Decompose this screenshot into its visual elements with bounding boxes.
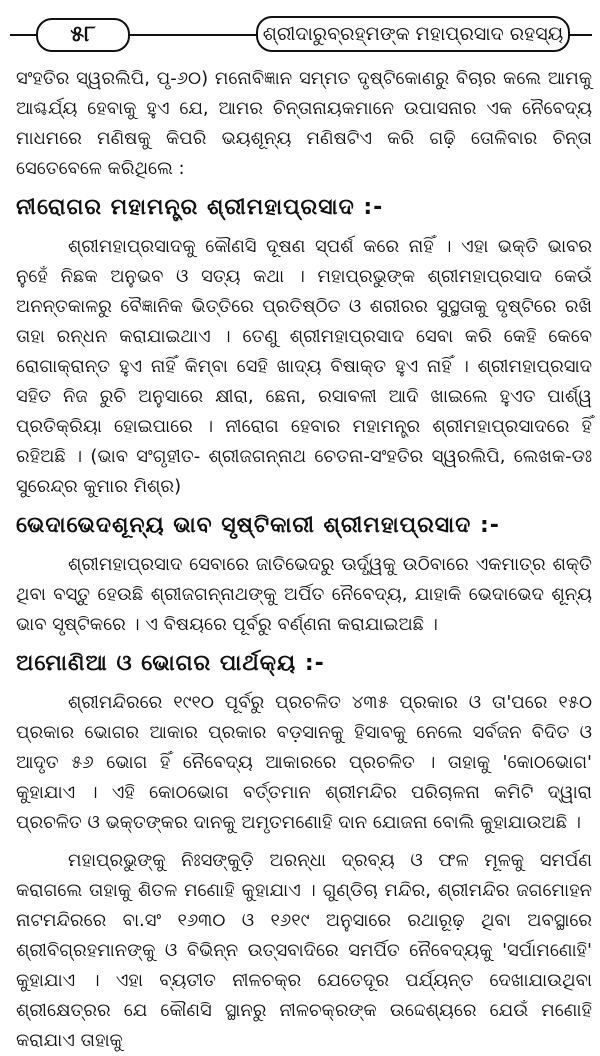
paragraph-gap [16, 838, 592, 846]
body-paragraph-3: ଶ୍ରୀମନ୍ଦିରରେ ୧୯୧୦ ପୂର୍ବରୁ ପ୍ରଚଳିତ ୪୩୫ ପ୍ରକାର ଓ ତା'ପରେ ୧୫୦ ପ୍ରକାର ଭୋଗର ଆକାର ପ୍ରକାର ବଡ଼ସାନକୁ ହିସାବକୁ ନେଲେ ସର୍ବଜନ ବିଦିତ ଓ ଆଦୃତ ୫୬ ଭୋଗ ହିଁ ନୈବେଦ୍ୟ ଆକାରରେ ପ୍ରଚଳିତ । ତାହାକୁ 'କୋଠଭୋଗ' କୁହାଯାଏ । ଏହି କୋଠଭୋଗ ବର୍ତ୍ତମାନ ଶ୍ରୀମନ୍ଦିର ପରିଚାଳନା କମିଟି ଦ୍ୱାରା ପ୍ରଚଳିତ ଓ ଭକ୍ତଙ୍କର ଦାନକୁ ଅମୃତମଣୋହି ଦାନ ଯୋଜନା ବୋଲି କୁହାଯାଉଅଛି । [16, 692, 592, 833]
section-heading-3: ଅମୋଣିଆ ଓ ଭୋଗର ପାର୍ଥକ୍ୟ :- [16, 651, 325, 676]
page-header [10, 8, 592, 48]
intro-paragraph: ସଂହତିର ସ୍ୱରଲିପି, ପୃ-୬୦) ମନୋବିଜ୍ଞାନ ସମ୍ମତ ଦୃଷ୍ଟିକୋଣରୁ ବିଚାର କଲେ ଆମକୁ ଆଶ୍ଚର୍ଯ୍ୟ ହେବାକୁ ହୁଏ ଯେ, ଆମର ଚିନ୍ତାନାୟକମାନେ ଉପାସନାର ଏକ ନୈବେଦ୍ୟ ମାଧମରେ ମଣିଷକୁ କିପରି ଭୟଶୂନ୍ୟ ମଣିଷଟିଏ କରି ଗଢ଼ି ତୋଳିବାର ଚିନ୍ତା ସେତେବେଳେ କରିଥିଲେ : [16, 68, 592, 179]
section-heading-2: ଭେଦାଭେଦଶୂନ୍ୟ ଭାବ ସୃଷ୍ଟିକାରୀ ଶ୍ରୀମହାପ୍ରସାଦ :- [16, 513, 500, 538]
page-number: ୫୮ [36, 18, 130, 52]
page-body [16, 64, 592, 1056]
body-paragraph-2: ଶ୍ରୀମହାପ୍ରସାଦ ସେବାରେ ଜାତିଭେଦରୁ ଊର୍ଦ୍ଧ୍ୱକୁ ଉଠିବାରେ ଏକମାତ୍ର ଶକ୍ତି ଥିବା ବସ୍ତୁ ହେଉଛି ଶ୍ରୀଜଗନ୍ନାଥଙ୍କୁ ଅର୍ପିତ ନୈବେଦ୍ୟ, ଯାହାକି ଭେଦାଭେଦ ଶୂନ୍ୟ ଭାବ ସୃଷ୍ଟିକରେ । ଏ ବିଷୟରେ ପୂର୍ବରୁ ବର୍ଣ୍ଣନା କରାଯାଇଅଛି । [16, 554, 592, 635]
body-paragraph-4: ମହାପ୍ରଭୁଙ୍କୁ ନିଃସଙ୍କୁଡ଼ି ଅରନ୍ଧା ଦ୍ରବ୍ୟ ଓ ଫଳ ମୂଳକୁ ସମର୍ପଣ କରାଗଲେ ତାହାକୁ ଶିତଳ ମଣୋହି କୁହାଯାଏ । ଗୁଣ୍ଡିଚା ମନ୍ଦିର, ଶ୍ରୀମନ୍ଦିର ଜଗମୋହନ ନାଟମନ୍ଦିରରେ ବା.ସଂ ୧୬୩୦ ଓ ୧୬୧୯ ଅନୁସାରେ ରଥାରୂଢ଼ ଥିବା ଅବସ୍ଥାରେ ଶ୍ରୀବିଗ୍ରହମାନଙ୍କୁ ଓ ବିଭିନ୍ନ ଉତ୍ସବାଦିରେ ସମର୍ପିତ ନୈବେଦ୍ୟକୁ 'ସର୍ପାମଣୋହି' କୁହାଯାଏ । ଏହା ବ୍ୟତୀତ ନୀଳଚକ୍ର ଯେତେଦୂର ପର୍ଯ୍ୟନ୍ତ ଦେଖାଯାଉଥିବା ଶ୍ରୀକ୍ଷେତ୍ରର ଯେ କୌଣସି ସ୍ଥାନରୁ ନୀଳଚକ୍ରଙ୍କ ଉଦ୍ଦେଶ୍ୟରେ ଯେଉଁ ମଣୋହି କରାଯାଏ ତାହାକୁ [16, 850, 592, 1051]
section-heading-1: ନୀରୋଗର ମହାମନ୍ତ୍ର ଶ୍ରୀମହାପ୍ରସାଦ :- [16, 195, 384, 220]
running-title: ଶ୍ରୀଦାରୁବ୍ରହ୍ମଙ୍କ ମହାପ୍ରସାଦ ରହସ୍ୟ [256, 16, 570, 52]
body-paragraph-1: ଶ୍ରୀମହାପ୍ରସାଦକୁ କୌଣସି ଦୂଷଣ ସ୍ପର୍ଶ କରେ ନାହିଁ । ଏହା ଭକ୍ତି ଭାବର ନୁହେଁ ନିଛକ ଅନୁଭବ ଓ ସତ୍ୟ କଥା । ମହାପ୍ରଭୁଙ୍କ ଶ୍ରୀମହାପ୍ରସାଦ କେଉଁ ଅନନ୍ତକାଳରୁ ବୈଜ୍ଞାନିକ ଭିତ୍ତିରେ ପ୍ରତିଷ୍ଠିତ ଓ ଶରୀରର ସୁସ୍ଥତାକୁ ଦୃଷ୍ଟିରେ ରଖି ତାହା ରନ୍ଧନ କରାଯାଇଥାଏ । ତେଣୁ ଶ୍ରୀମହାପ୍ରସାଦ ସେବା କରି କେହି କେବେ ରୋଗାକ୍ରାନ୍ତ ହୁଏ ନାହିଁ କିମ୍ବା ସେହି ଖାଦ୍ୟ ବିଷାକ୍ତ ହୁଏ ନାହିଁ । ଶ୍ରୀମହାପ୍ରସାଦ ସହିତ ନିଜ ରୁଚି ଅନୁସାରେ କ୍ଷୀରା, ଛେନା, ରସାବଳୀ ଆଦି ଖାଇଲେ ହୁଏତ ପାର୍ଶ୍ୱ ପ୍ରତିକ୍ରିୟା ହୋଇପାରେ । ନୀରୋଗ ହେବାର ମହାମନ୍ତ୍ର ଶ୍ରୀମହାପ୍ରସାଦରେ ହିଁ ରହିଅଛି । (ଭାବ ସଂଗୃହୀତ- ଶ୍ରୀଜଗନ୍ନାଥ ଚେତନା-ସଂହତିର ସ୍ୱରଲିପି, ଲେଖକ-ଡଃ ସୁରେନ୍ଦ୍ର କୁମାର ମିଶ୍ର) [16, 236, 592, 497]
